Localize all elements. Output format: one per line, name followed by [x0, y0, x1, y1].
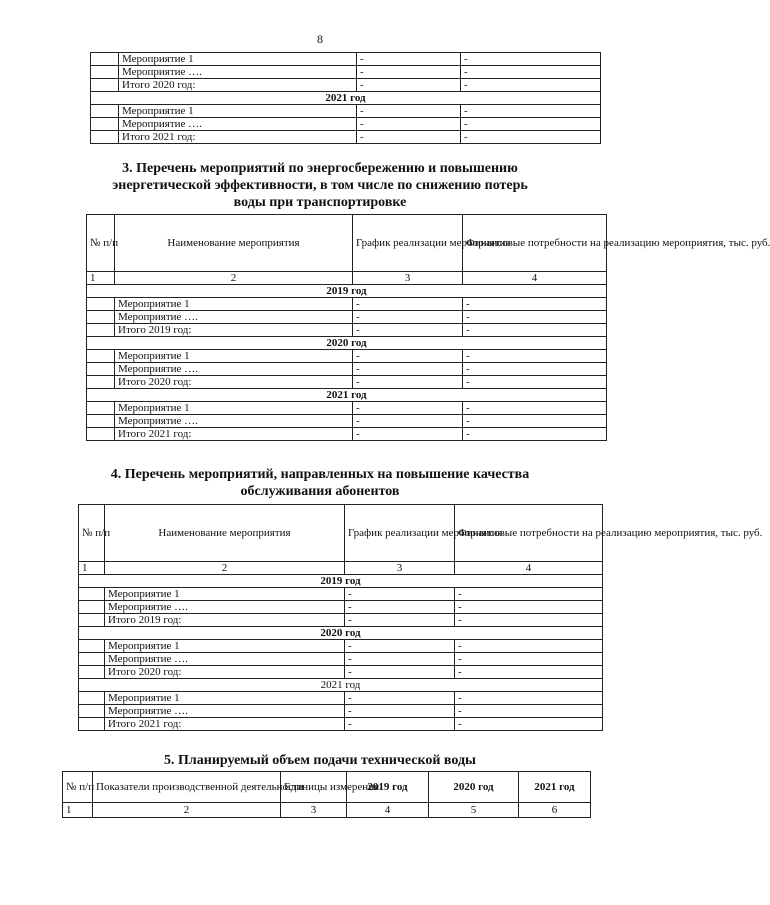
column-numbers-row: 1 2 3 4 — [79, 562, 603, 575]
table-row: Мероприятие …. - - — [87, 311, 607, 324]
table-row: Мероприятие …. - - — [91, 118, 601, 131]
year-row: 2020 год — [79, 627, 603, 640]
year-row: 2021 год — [87, 389, 607, 402]
table-row: Мероприятие …. - - — [79, 705, 603, 718]
section-4-title: 4. Перечень мероприятий, направленных на повышение качества обслуживания абонентов — [110, 467, 530, 499]
table-row: Итого 2019 год: - - — [79, 614, 603, 627]
column-numbers-row: 1 2 3 4 — [87, 272, 607, 285]
section-3-title: 3. Перечень мероприятий по энергосбережению и повышению энергетической эффективности, в том числе по снижению потерь воды при транспортировке — [112, 161, 528, 210]
table-row: Мероприятие 1 - - — [79, 588, 603, 601]
table-row: Мероприятие …. - - — [79, 601, 603, 614]
year-row: 2020 год — [87, 337, 607, 350]
page-number: 8 — [317, 32, 323, 46]
table-row: Итого 2021 год: - - — [87, 428, 607, 441]
table-row: Мероприятие …. - - — [87, 363, 607, 376]
continued-table — [90, 52, 601, 144]
table-row: Итого 2021 год: - - — [79, 718, 603, 731]
table-row: Мероприятие 1 - - — [87, 350, 607, 363]
year-row: 2021 год — [79, 679, 603, 692]
table-row: Мероприятие 1 - - — [91, 53, 601, 66]
table-header-row: № п/п Наименование мероприятия График реализации мероприятия Финансовые потребности на реализацию мероприятия, тыс. руб. — [87, 215, 607, 272]
section-4-table — [78, 504, 763, 731]
section-5-table — [62, 771, 591, 818]
section-3-table — [86, 214, 770, 441]
section-5-title: 5. Планируемый объем подачи технической воды — [164, 753, 476, 768]
table-row: Итого 2020 год: - - — [79, 666, 603, 679]
table-row: Итого 2019 год: - - — [87, 324, 607, 337]
table-row: Мероприятие 1 - - — [79, 692, 603, 705]
year-row: 2019 год — [79, 575, 603, 588]
table-header-row: № п/п Показатели производственной деятельности Единицы измерения 2019 год 2020 год 2021 год — [63, 772, 591, 803]
table-row: Мероприятие …. - - — [79, 653, 603, 666]
column-numbers-row: 1 2 3 4 5 6 — [63, 803, 591, 818]
table-header-row: № п/п Наименование мероприятия График реализации мероприятия Финансовые потребности на реализацию мероприятия, тыс. руб. — [79, 505, 603, 562]
table-row: Итого 2021 год: - - — [91, 131, 601, 144]
table-row: Мероприятие 1 - - — [79, 640, 603, 653]
table-row: Мероприятие 1 - - — [87, 298, 607, 311]
year-row: 2021 год — [91, 92, 601, 105]
year-row: 2019 год — [87, 285, 607, 298]
table-row: Итого 2020 год: - - — [91, 79, 601, 92]
table-row: Итого 2020 год: - - — [87, 376, 607, 389]
table-row: Мероприятие 1 - - — [91, 105, 601, 118]
table-row: Мероприятие …. - - — [91, 66, 601, 79]
table-row: Мероприятие 1 - - — [87, 402, 607, 415]
table-row: Мероприятие …. - - — [87, 415, 607, 428]
